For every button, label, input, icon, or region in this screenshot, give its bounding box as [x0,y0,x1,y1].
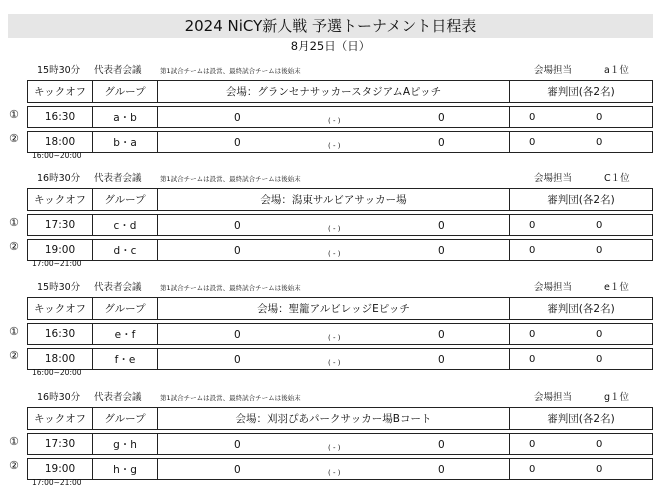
match-group: g・h [93,434,158,455]
score-separator: ( - ) [328,359,341,367]
referee-slot-1: 0 [529,329,536,340]
referee-header: 審判団(各2名) [510,408,653,430]
match-number: ② [9,240,19,253]
schedule-table [27,407,653,480]
venue-header: 会場：刈羽ぴあパークサッカー場Bコート [158,408,510,430]
match-score [158,132,510,153]
reserved-time-range: 17:00~21:00 [32,259,82,268]
match-referees [510,324,653,345]
referee-slot-1: 0 [529,464,536,475]
venue-header: 会場：聖籠アルビレッジEピッチ [158,298,510,320]
away-score: 0 [438,220,445,232]
referee-header: 審判団(各2名) [510,81,653,103]
match-row [28,240,653,261]
home-score: 0 [234,220,241,232]
match-row [28,324,653,345]
match-score [158,240,510,261]
meeting-label: 代表者会議 [94,392,142,403]
away-score: 0 [438,112,445,124]
match-row [28,132,653,153]
away-score: 0 [438,245,445,257]
match-kickoff: 16:30 [28,107,93,128]
match-kickoff: 16:30 [28,324,93,345]
match-referees [510,107,653,128]
referee-slot-2: 0 [596,464,603,475]
home-score: 0 [234,137,241,149]
page-title: 2024 NiCY新人戦 予選トーナメント日程表 [8,14,653,38]
match-score [158,349,510,370]
schedule-block [0,64,661,174]
match-row [28,434,653,455]
reserved-time-range: 16:00~20:00 [32,368,82,377]
home-score: 0 [234,112,241,124]
referee-slot-2: 0 [596,439,603,450]
away-score: 0 [438,354,445,366]
match-group: h・g [93,459,158,480]
match-row [28,349,653,370]
referee-slot-2: 0 [596,245,603,256]
schedule-block [0,281,661,391]
venue-duty-label: 会場担当 [534,173,573,184]
schedule-table [27,80,653,153]
match-kickoff: 17:30 [28,434,93,455]
venue-duty-label: 会場担当 [534,392,573,403]
referee-slot-2: 0 [596,112,603,123]
match-kickoff: 19:00 [28,459,93,480]
match-number: ① [9,216,19,229]
venue-duty-label: 会場担当 [534,65,573,76]
match-referees [510,459,653,480]
venue-duty-team: e１位 [604,282,629,293]
match-referees [510,215,653,236]
match-row [28,459,653,480]
referee-slot-2: 0 [596,354,603,365]
meeting-time: 15時30分 [37,65,81,76]
home-score: 0 [234,329,241,341]
score-separator: ( - ) [328,250,341,258]
group-header: グループ [93,298,158,320]
match-referees [510,349,653,370]
match-score [158,324,510,345]
venue-header: 会場：グランセナサッカースタジアムAピッチ [158,81,510,103]
match-row [28,215,653,236]
venue-header: 会場：潟東サルビアサッカー場 [158,189,510,211]
referee-slot-2: 0 [596,329,603,340]
score-separator: ( - ) [328,444,341,452]
match-score [158,459,510,480]
match-referees [510,240,653,261]
match-group: f・e [93,349,158,370]
venue-duty-team: g１位 [604,392,630,403]
referee-slot-1: 0 [529,245,536,256]
away-score: 0 [438,329,445,341]
venue-duty-team: C１位 [604,173,630,184]
kickoff-header: キックオフ [28,408,93,430]
score-separator: ( - ) [328,334,341,342]
home-score: 0 [234,245,241,257]
schedule-table [27,297,653,370]
score-separator: ( - ) [328,469,341,477]
group-header: グループ [93,189,158,211]
schedule-block [0,391,661,501]
match-group: c・d [93,215,158,236]
away-score: 0 [438,439,445,451]
home-score: 0 [234,439,241,451]
meeting-label: 代表者会議 [94,282,142,293]
match-kickoff: 19:00 [28,240,93,261]
match-score [158,434,510,455]
match-number: ② [9,132,19,145]
meeting-time: 16時30分 [37,173,81,184]
match-group: a・b [93,107,158,128]
match-group: e・f [93,324,158,345]
match-kickoff: 18:00 [28,132,93,153]
match-number: ① [9,108,19,121]
match-referees [510,434,653,455]
setup-note: 第1試合チームは設営、最終試合チームは後始末 [160,67,301,75]
referee-header: 審判団(各2名) [510,298,653,320]
schedule-table [27,188,653,261]
meeting-label: 代表者会議 [94,173,142,184]
match-group: d・c [93,240,158,261]
home-score: 0 [234,464,241,476]
venue-duty-label: 会場担当 [534,282,573,293]
away-score: 0 [438,464,445,476]
match-number: ① [9,325,19,338]
referee-slot-2: 0 [596,137,603,148]
score-separator: ( - ) [328,117,341,125]
setup-note: 第1試合チームは設営、最終試合チームは後始末 [160,394,301,402]
reserved-time-range: 16:00~20:00 [32,151,82,160]
meeting-time: 15時30分 [37,282,81,293]
referee-header: 審判団(各2名) [510,189,653,211]
match-kickoff: 17:30 [28,215,93,236]
match-number: ① [9,435,19,448]
score-separator: ( - ) [328,225,341,233]
match-number: ② [9,459,19,472]
home-score: 0 [234,354,241,366]
schedule-date: 8月25日（日） [290,39,371,53]
match-score [158,107,510,128]
match-number: ② [9,349,19,362]
referee-slot-1: 0 [529,112,536,123]
meeting-label: 代表者会議 [94,65,142,76]
match-kickoff: 18:00 [28,349,93,370]
kickoff-header: キックオフ [28,298,93,320]
away-score: 0 [438,137,445,149]
setup-note: 第1試合チームは設営、最終試合チームは後始末 [160,175,301,183]
group-header: グループ [93,81,158,103]
match-group: b・a [93,132,158,153]
referee-slot-2: 0 [596,220,603,231]
reserved-time-range: 17:00~21:00 [32,478,82,487]
referee-slot-1: 0 [529,220,536,231]
match-row [28,107,653,128]
referee-slot-1: 0 [529,439,536,450]
setup-note: 第1試合チームは設営、最終試合チームは後始末 [160,284,301,292]
score-separator: ( - ) [328,142,341,150]
match-score [158,215,510,236]
schedule-block [0,172,661,282]
group-header: グループ [93,408,158,430]
match-referees [510,132,653,153]
referee-slot-1: 0 [529,354,536,365]
kickoff-header: キックオフ [28,81,93,103]
meeting-time: 16時30分 [37,392,81,403]
referee-slot-1: 0 [529,137,536,148]
kickoff-header: キックオフ [28,189,93,211]
venue-duty-team: a１位 [604,65,629,76]
